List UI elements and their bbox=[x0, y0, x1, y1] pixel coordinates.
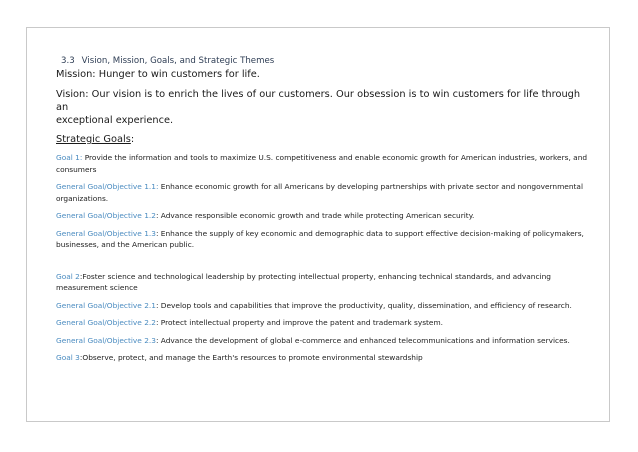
goal-label: General Goal/Objective 1.1: bbox=[56, 182, 159, 191]
objective-2-3 bbox=[56, 335, 596, 347]
section-number: 3.3 bbox=[61, 56, 75, 66]
goal-text: Enhance economic growth for all Americans by developing partnerships with private sector and nongovernmental organizations. bbox=[56, 182, 584, 203]
vision-line-1-end: an bbox=[56, 102, 69, 113]
goal-1 bbox=[56, 152, 596, 175]
goal-text: : Advance the development of global e-commerce and enhanced telecommunications and information services. bbox=[155, 335, 570, 345]
objective-2-2 bbox=[56, 317, 596, 329]
objective-1-2 bbox=[56, 210, 596, 222]
goal-label: General Goal/Objective 2.3 bbox=[56, 335, 156, 345]
goal-2 bbox=[56, 271, 596, 294]
objective-2-1 bbox=[56, 300, 596, 312]
section-heading bbox=[61, 56, 596, 67]
vision-line-2: exceptional experience. bbox=[56, 115, 174, 126]
goal-label: Goal 3 bbox=[56, 353, 80, 362]
document-content bbox=[56, 56, 596, 364]
goal-label: General Goal/Objective 1.2 bbox=[56, 211, 156, 220]
vision-line-1: Vision: Our vision is to enrich the lives of our customers. Our obsession is to win customers for life through bbox=[56, 89, 581, 100]
goal-text: : Develop tools and capabilities that improve the productivity, quality, dissemination, and efficiency of research. bbox=[155, 300, 572, 310]
goal-label: General Goal/Objective 1.3 bbox=[56, 228, 156, 238]
mission-statement: Mission: Hunger to win customers for life. bbox=[56, 69, 260, 80]
goal-text: Provide the information and tools to maximize U.S. competitiveness and enable economic growth for American industries, workers, and consumers bbox=[56, 153, 588, 174]
goal-3 bbox=[56, 352, 596, 364]
goal-text: : Advance responsible economic growth and trade while protecting American security. bbox=[155, 211, 475, 220]
objective-1-3 bbox=[56, 228, 596, 251]
goal-label: Goal 2 bbox=[56, 271, 80, 281]
goal-text: :Foster science and technological leadership by protecting intellectual property, enhancing technical standards, and advancing measurement science bbox=[56, 271, 551, 292]
vision-statement bbox=[56, 88, 596, 127]
goal-text: :Observe, protect, and manage the Earth's resources to promote environmental stewardship bbox=[79, 353, 423, 362]
goal-label: General Goal/Objective 2.2 bbox=[56, 318, 156, 327]
section-title: Vision, Mission, Goals, and Strategic Themes bbox=[81, 56, 275, 66]
goal-label: Goal 1: bbox=[56, 153, 83, 162]
objective-1-1 bbox=[56, 181, 596, 204]
goal-text: : Enhance the supply of key economic and demographic data to support effective decision-making of policymakers, businesses, and the American public. bbox=[56, 228, 584, 249]
goal-label: General Goal/Objective 2.1 bbox=[56, 300, 156, 310]
strategic-goals-title: Strategic Goals: bbox=[56, 134, 135, 145]
goal-text: : Protect intellectual property and improve the patent and trademark system. bbox=[155, 318, 444, 327]
